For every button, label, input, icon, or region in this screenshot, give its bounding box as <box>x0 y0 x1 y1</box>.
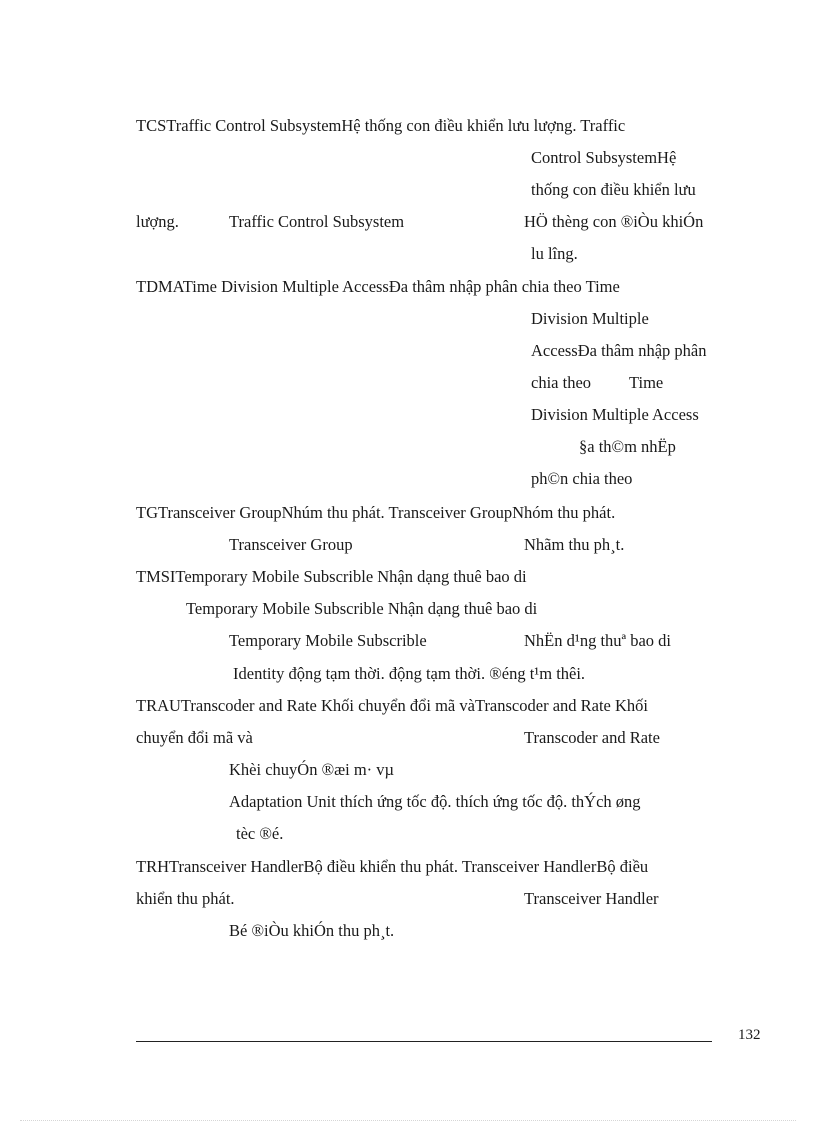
trau-line-1: TRAUTranscoder and Rate Khối chuyển đổi mã vàTranscoder and Rate Khối <box>136 696 649 715</box>
tdma-line-7: ph©n chia theo <box>531 469 633 488</box>
trh-line-3: Bé ®iÒu khiÓn thu ph¸t. <box>229 921 395 940</box>
tcs-line-5: lu lîng. <box>531 244 578 263</box>
tg-line-1: TGTransceiver GroupNhúm thu phát. Transceiver GroupNhóm thu phát. <box>136 503 616 522</box>
tdma-line-4a: chia theo <box>531 373 592 392</box>
trh-line-2b: Transceiver Handler <box>524 889 659 908</box>
trau-line-2a: chuyển đổi mã và <box>136 728 253 747</box>
trau-line-3: Khèi chuyÓn ®æi m· vµ <box>229 760 395 779</box>
footer-rule <box>136 1041 712 1042</box>
tmsi-line-3a: Temporary Mobile Subscrible <box>229 631 427 650</box>
tcs-line-4c: HÖ thèng con ®iÒu khiÓn <box>524 212 704 231</box>
tdma-line-2: Division Multiple <box>531 309 649 328</box>
tcs-line-4b: Traffic Control Subsystem <box>229 212 405 231</box>
tdma-line-1: TDMATime Division Multiple AccessĐa thâm nhập phân chia theo Time <box>136 277 620 296</box>
tcs-line-1: TCSTraffic Control SubsystemHệ thống con điều khiển lưu lượng. Traffic <box>136 116 626 135</box>
trau-line-2b: Transcoder and Rate <box>524 728 660 747</box>
trau-line-4: Adaptation Unit thích ứng tốc độ. thích ứng tốc độ. thÝch øng <box>229 792 641 811</box>
trh-line-2a: khiển thu phát. <box>136 889 235 908</box>
tcs-line-3: thống con điều khiển lưu <box>531 180 696 199</box>
trh-line-1: TRHTransceiver HandlerBộ điều khiển thu phát. Transceiver HandlerBộ điều <box>136 857 649 876</box>
tg-line-2b: Nhãm thu ph¸t. <box>524 535 625 554</box>
tmsi-line-2: Temporary Mobile Subscrible Nhận dạng thuê bao di <box>186 599 538 618</box>
tdma-line-5: Division Multiple Access <box>531 405 699 424</box>
tmsi-line-1: TMSITemporary Mobile Subscrible Nhận dạng thuê bao di <box>136 567 527 586</box>
tcs-line-4a: lượng. <box>136 212 179 231</box>
tdma-line-4b: Time <box>629 373 664 392</box>
trau-line-5: tèc ®é. <box>236 824 284 843</box>
tmsi-line-3b: NhËn d¹ng thuª bao di <box>524 631 671 650</box>
page-number: 132 <box>738 1027 761 1043</box>
tg-line-2a: Transceiver Group <box>229 535 353 554</box>
page-bottom-dotted-edge <box>20 1120 796 1121</box>
tdma-line-6: §a th©m nhËp <box>579 437 676 456</box>
tdma-line-3: AccessĐa thâm nhập phân <box>531 341 707 360</box>
tmsi-line-4: Identity động tạm thời. động tạm thời. ®éng t¹m thêi. <box>233 664 586 683</box>
tcs-line-2: Control SubsystemHệ <box>531 148 677 167</box>
